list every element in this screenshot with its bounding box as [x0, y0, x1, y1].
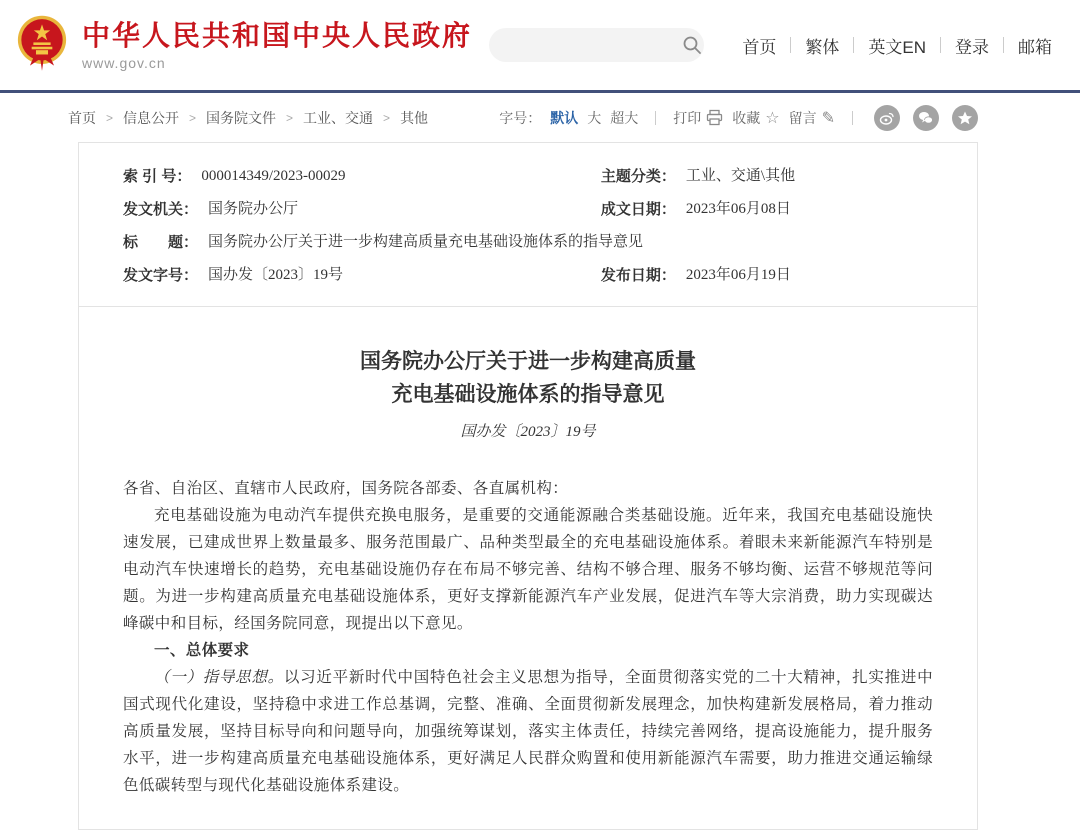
breadcrumb-separator: >	[189, 110, 197, 125]
meta-written-date-value: 2023年06月08日	[685, 201, 791, 217]
meta-publish-date-value: 2023年06月19日	[685, 267, 791, 283]
star-icon: ☆	[765, 109, 780, 127]
nav-traditional[interactable]: 繁体	[805, 37, 840, 57]
weibo-icon	[879, 110, 895, 126]
document-number: 国办发〔2023〕19号	[460, 424, 596, 441]
wechat-icon	[918, 110, 934, 126]
qzone-star-icon	[957, 110, 973, 126]
toolbar-divider	[852, 111, 853, 125]
meta-written-date-label: 成文日期：	[600, 201, 676, 218]
top-nav	[728, 33, 1066, 58]
nav-home[interactable]: 首页	[742, 37, 777, 57]
breadcrumb-separator: >	[383, 110, 391, 125]
breadcrumb-separator: >	[286, 110, 294, 125]
breadcrumb-state-council-docs[interactable]: 国务院文件	[206, 109, 277, 126]
share-weibo-button[interactable]	[874, 105, 900, 131]
meta-agency-label: 发文机关：	[123, 201, 199, 218]
comment-button[interactable]	[789, 108, 835, 128]
breadcrumb-other[interactable]: 其他	[400, 109, 429, 126]
meta-index-value: 000014349/2023-00029	[201, 168, 346, 184]
meta-doc-no-value: 国办发〔2023〕19号	[208, 267, 344, 283]
fontsize-default[interactable]: 默认	[550, 109, 579, 126]
fontsize-label: 字号：	[499, 109, 542, 126]
meta-row	[123, 160, 933, 193]
meta-title-label: 标 题：	[123, 234, 199, 251]
printer-icon	[706, 109, 723, 126]
search-box[interactable]	[489, 28, 704, 62]
meta-index-label: 索 引 号：	[123, 168, 192, 185]
salutation: 各省、自治区、直辖市人民政府，国务院各部委、各直属机构：	[123, 480, 569, 498]
comment-label: 留言	[788, 109, 817, 126]
meta-agency-value: 国务院办公厅	[208, 201, 299, 217]
meta-row	[123, 193, 933, 226]
pencil-icon: ✎	[821, 109, 835, 127]
toolbar-divider	[655, 111, 656, 125]
document-title-line1: 国务院办公厅关于进一步构建高质量	[360, 349, 696, 373]
document-card	[78, 142, 978, 830]
fontsize-xlarge[interactable]: 超大	[610, 109, 639, 126]
toolbar	[0, 93, 1080, 142]
document-content	[79, 307, 977, 829]
meta-topic-label: 主题分类：	[600, 168, 676, 185]
toolbar-actions	[499, 105, 978, 131]
meta-topic-value: 工业、交通\其他	[685, 168, 796, 184]
breadcrumb-home[interactable]: 首页	[68, 109, 96, 126]
nav-login[interactable]: 登录	[955, 37, 989, 57]
meta-doc-no-label: 发文字号：	[123, 267, 199, 284]
nav-english[interactable]: 英文EN	[868, 37, 926, 57]
paragraph-intro: 充电基础设施为电动汽车提供充换电服务，是重要的交通能源融合类基础设施。近年来，我国充电基础设施快速发展，已建成世界上数量最多、服务范围最广、品种类型最全的充电基础设施体系。着眼未来新能源汽车特别是电动汽车快速增长的趋势，充电基础设施仍存在布局不够完善、结构不够合理、服务不够均衡、运营不够规范等问题。为进一步构建高质量充电基础设施体系，更好支撑新能源汽车产业发展，促进汽车等大宗消费，助力实现碳达峰碳中和目标，经国务院同意，现提出以下意见。	[123, 507, 933, 633]
document-title	[123, 345, 933, 410]
paragraph-guiding-ideology	[123, 664, 933, 799]
document-body	[123, 475, 933, 799]
meta-row	[123, 226, 933, 259]
meta-row	[123, 259, 933, 292]
share-qzone-button[interactable]	[952, 105, 978, 131]
favorite-button[interactable]	[732, 108, 779, 128]
share-wechat-button[interactable]	[913, 105, 939, 131]
site-header	[0, 0, 1080, 90]
print-button[interactable]	[673, 108, 723, 128]
site-title: 中华人民共和国中央人民政府	[82, 20, 473, 52]
breadcrumb-info-disclosure[interactable]: 信息公开	[123, 109, 180, 126]
breadcrumb-separator: >	[106, 110, 114, 125]
nav-mail[interactable]: 邮箱	[1018, 37, 1052, 57]
search-icon[interactable]	[682, 35, 702, 55]
print-label: 打印	[673, 109, 702, 126]
document-title-line2: 充电基础设施体系的指导意见	[391, 381, 665, 406]
fontsize-large[interactable]: 大	[587, 109, 602, 126]
meta-title-value: 国务院办公厅关于进一步构建高质量充电基础设施体系的指导意见	[208, 234, 644, 250]
favorite-label: 收藏	[732, 109, 761, 126]
search-input[interactable]	[501, 37, 682, 53]
document-metadata	[79, 143, 977, 307]
site-brand[interactable]	[14, 14, 472, 76]
meta-publish-date-label: 发布日期：	[600, 267, 676, 284]
section-heading-1: 一、总体要求	[154, 642, 250, 660]
breadcrumb-industry-transport[interactable]: 工业、交通	[303, 109, 374, 126]
paragraph-lead: （一）指导思想。	[154, 669, 284, 687]
breadcrumb	[68, 108, 428, 128]
paragraph-text: 以习近平新时代中国特色社会主义思想为指导，全面贯彻落实党的二十大精神，扎实推进中国式现代化建设，坚持稳中求进工作总基调，完整、准确、全面贯彻新发展理念，加快构建新发展格局，着力推动高质量发展，坚持目标导向和问题导向，加强统筹谋划，落实主体责任，持续完善网络，提高设施能力，提升服务水平，进一步构建高质量充电基础设施体系，更好满足人民群众购置和使用新能源汽车需要，助力推进交通运输绿色低碳转型与现代化基础设施体系建设。	[123, 669, 933, 795]
national-emblem-icon	[14, 14, 70, 76]
site-url: www.gov.cn	[82, 54, 166, 71]
